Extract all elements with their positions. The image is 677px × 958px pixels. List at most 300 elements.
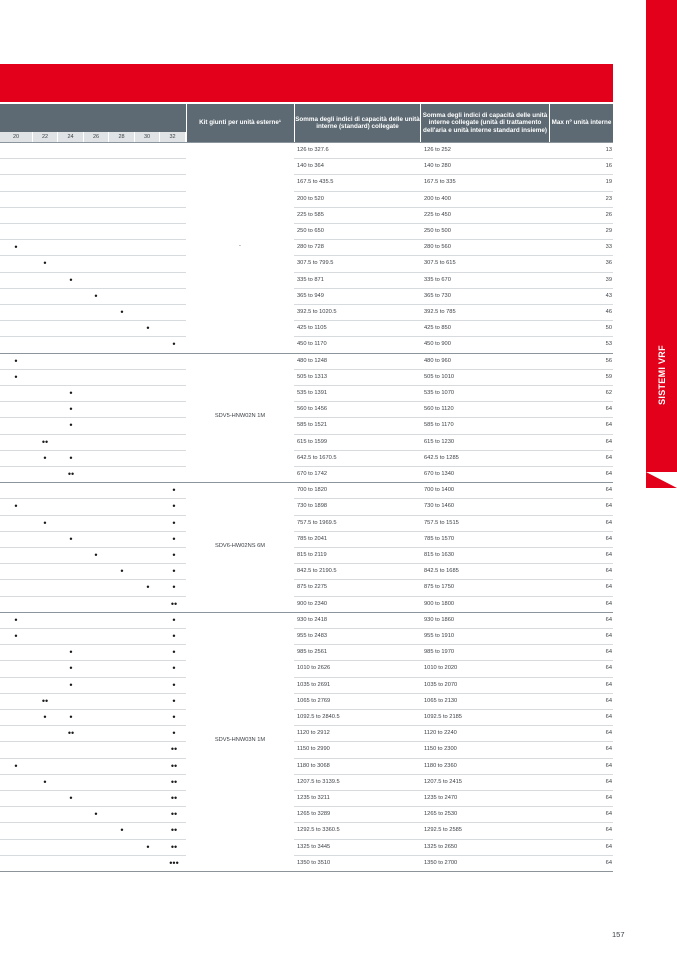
outdoor-unit-dot-24: • bbox=[69, 663, 73, 674]
sum-standard-cell: 480 to 1248 bbox=[297, 357, 328, 364]
row-divider bbox=[294, 239, 613, 240]
sum-mixed-cell: 642.5 to 1285 bbox=[424, 454, 459, 461]
row-divider bbox=[0, 741, 186, 742]
outdoor-unit-dot-22: • bbox=[43, 712, 47, 722]
outdoor-unit-dot-24: • bbox=[69, 274, 73, 285]
row-divider bbox=[0, 660, 186, 661]
sum-standard-cell: 1292.5 to 3360.5 bbox=[297, 827, 340, 834]
max-units-cell: 64 bbox=[605, 649, 612, 656]
row-divider bbox=[294, 498, 613, 499]
sum-standard-cell: 785 to 2041 bbox=[297, 535, 328, 542]
outdoor-unit-dot-24: • bbox=[69, 388, 73, 398]
outdoor-unit-dot-26: • bbox=[94, 550, 98, 560]
table-row bbox=[0, 790, 613, 806]
outdoor-unit-dot-22: • bbox=[43, 517, 47, 528]
sum-mixed-cell: 307.5 to 615 bbox=[424, 260, 456, 267]
sum-standard-cell: 1180 to 3068 bbox=[297, 762, 330, 769]
max-units-cell: 64 bbox=[605, 665, 612, 672]
outdoor-unit-dot-24: • bbox=[69, 404, 73, 415]
row-divider bbox=[0, 790, 186, 791]
sum-standard-cell: 250 to 650 bbox=[297, 228, 324, 234]
max-units-cell: 64 bbox=[605, 535, 612, 542]
row-divider bbox=[294, 174, 613, 175]
max-units-cell: 64 bbox=[605, 422, 612, 429]
max-units-cell: 64 bbox=[605, 843, 612, 850]
sum-mixed-cell: 1350 to 2700 bbox=[424, 859, 458, 866]
table-row bbox=[0, 693, 613, 709]
max-units-cell: 36 bbox=[605, 260, 612, 267]
outdoor-unit-dot-32: • bbox=[172, 533, 176, 544]
row-divider bbox=[0, 758, 186, 759]
max-units-cell: 64 bbox=[605, 795, 612, 801]
sum-standard-cell: 225 to 585 bbox=[297, 211, 324, 218]
sum-mixed-cell: 1092.5 to 2185 bbox=[424, 714, 462, 720]
max-units-cell: 64 bbox=[605, 681, 612, 688]
max-units-cell: 64 bbox=[605, 584, 612, 591]
sum-mixed-cell: 875 to 1750 bbox=[424, 584, 455, 591]
row-divider bbox=[0, 725, 186, 726]
row-divider bbox=[294, 693, 613, 694]
sum-standard-cell: 700 to 1820 bbox=[297, 487, 328, 494]
outdoor-unit-dot-26: • bbox=[94, 809, 98, 820]
row-divider bbox=[294, 839, 613, 840]
table-row bbox=[0, 369, 613, 385]
row-divider bbox=[294, 417, 613, 418]
sum-standard-cell: 730 to 1898 bbox=[297, 503, 328, 510]
max-units-cell: 64 bbox=[605, 697, 612, 704]
row-divider bbox=[294, 450, 613, 451]
sum-mixed-cell: 140 to 280 bbox=[424, 163, 451, 170]
table-row bbox=[0, 660, 613, 676]
table-row bbox=[0, 628, 613, 644]
outdoor-unit-dot-24: • bbox=[69, 712, 73, 722]
sum-mixed-cell: 505 to 1010 bbox=[424, 373, 455, 380]
row-divider bbox=[294, 207, 613, 208]
table-row bbox=[0, 677, 613, 693]
sum-mixed-cell: 425 to 850 bbox=[424, 325, 451, 332]
max-units-cell: 64 bbox=[605, 552, 612, 558]
row-divider bbox=[294, 515, 613, 516]
sum-mixed-cell: 955 to 1910 bbox=[424, 633, 455, 639]
table-row bbox=[0, 288, 613, 304]
table-row bbox=[0, 563, 613, 579]
sum-standard-cell: 450 to 1170 bbox=[297, 341, 327, 348]
outdoor-unit-dot-20: • bbox=[14, 501, 18, 512]
row-divider bbox=[0, 336, 186, 337]
sum-mixed-cell: 335 to 670 bbox=[424, 276, 451, 283]
sum-mixed-cell: 126 to 252 bbox=[424, 147, 451, 153]
sum-mixed-cell: 1065 to 2130 bbox=[424, 697, 458, 704]
header-kit: Kit giunti per unità esterne¹ bbox=[199, 119, 281, 127]
row-divider bbox=[294, 806, 613, 807]
outdoor-unit-dot-26: • bbox=[94, 290, 98, 301]
row-divider bbox=[294, 660, 613, 661]
table-row bbox=[0, 272, 613, 288]
outdoor-unit-dot-24: •• bbox=[67, 469, 75, 479]
row-divider bbox=[294, 628, 613, 629]
row-divider bbox=[0, 369, 186, 370]
table-row bbox=[0, 709, 613, 725]
sum-standard-cell: 985 to 2561 bbox=[297, 649, 328, 656]
outdoor-unit-dot-32: •• bbox=[170, 598, 178, 609]
outdoor-unit-dot-22: • bbox=[43, 258, 47, 269]
row-divider bbox=[0, 563, 186, 564]
sum-standard-cell: 535 to 1391 bbox=[297, 390, 328, 396]
hp-column-header-row bbox=[0, 132, 186, 142]
sum-mixed-cell: 1180 to 2360 bbox=[424, 762, 457, 769]
row-divider bbox=[294, 401, 613, 402]
row-divider bbox=[0, 466, 186, 467]
table-row bbox=[0, 158, 613, 174]
outdoor-unit-dot-30: • bbox=[146, 582, 150, 593]
sum-standard-cell: 930 to 2418 bbox=[297, 616, 328, 623]
outdoor-unit-dot-32: • bbox=[172, 501, 176, 512]
sum-standard-cell: 815 to 2119 bbox=[297, 552, 327, 558]
table-row bbox=[0, 741, 613, 757]
table-row bbox=[0, 320, 613, 336]
joint-kit-label: SDV5-HNW03N 1M bbox=[214, 737, 266, 744]
row-divider bbox=[0, 579, 186, 580]
row-divider bbox=[294, 272, 613, 273]
table-row bbox=[0, 142, 613, 158]
table-row bbox=[0, 725, 613, 744]
max-units-cell: 64 bbox=[605, 616, 612, 623]
outdoor-unit-dot-20: • bbox=[14, 631, 18, 641]
row-divider bbox=[294, 434, 613, 435]
outdoor-unit-dot-32: • bbox=[172, 517, 176, 528]
table-row bbox=[0, 401, 613, 420]
outdoor-unit-dot-32: • bbox=[172, 647, 176, 658]
outdoor-unit-dot-32: • bbox=[172, 614, 176, 625]
sum-standard-cell: 1010 to 2626 bbox=[297, 665, 331, 672]
max-units-cell: 46 bbox=[605, 309, 612, 315]
table-row bbox=[0, 466, 613, 482]
table-row bbox=[0, 255, 613, 271]
max-units-cell: 43 bbox=[605, 292, 612, 299]
row-divider bbox=[294, 255, 613, 256]
table-row bbox=[0, 596, 613, 612]
sum-standard-cell: 1350 to 3510 bbox=[297, 859, 331, 866]
table-row bbox=[0, 207, 613, 223]
max-units-cell: 64 bbox=[605, 503, 612, 510]
outdoor-unit-dot-22: •• bbox=[41, 436, 49, 447]
sum-mixed-cell: 1035 to 2070 bbox=[424, 681, 458, 688]
row-divider bbox=[0, 434, 186, 435]
hp-col-28: 28 bbox=[109, 132, 135, 142]
row-divider bbox=[0, 806, 186, 807]
max-units-cell: 19 bbox=[605, 179, 612, 186]
max-units-cell: 64 bbox=[605, 859, 612, 866]
outdoor-unit-dot-24: • bbox=[69, 679, 73, 690]
max-units-cell: 64 bbox=[605, 519, 612, 526]
table-row bbox=[0, 822, 613, 838]
sum-standard-cell: 280 to 728 bbox=[297, 244, 324, 251]
sum-standard-cell: 900 to 2340 bbox=[297, 600, 328, 607]
row-divider bbox=[294, 304, 613, 305]
table-row bbox=[0, 774, 613, 790]
row-divider bbox=[294, 774, 613, 775]
sum-mixed-cell: 842.5 to 1685 bbox=[424, 568, 459, 575]
max-units-cell: 64 bbox=[605, 633, 612, 639]
sum-standard-cell: 1035 to 2691 bbox=[297, 681, 331, 688]
sum-mixed-cell: 1010 to 2020 bbox=[424, 665, 458, 672]
row-divider bbox=[0, 515, 186, 516]
row-divider bbox=[0, 498, 186, 499]
row-divider bbox=[294, 563, 613, 564]
table-row bbox=[0, 223, 613, 239]
table-row bbox=[0, 174, 613, 190]
outdoor-unit-dot-32: • bbox=[172, 566, 176, 577]
outdoor-unit-dot-30: • bbox=[146, 841, 150, 852]
max-units-cell: 62 bbox=[605, 390, 612, 396]
outdoor-unit-dot-22: • bbox=[43, 452, 47, 463]
row-divider bbox=[294, 336, 613, 337]
row-divider bbox=[294, 596, 613, 597]
row-divider bbox=[294, 547, 613, 548]
max-units-cell: 23 bbox=[605, 195, 612, 202]
sum-mixed-cell: 280 to 560 bbox=[424, 244, 451, 251]
group-divider bbox=[0, 142, 613, 143]
outdoor-unit-dot-32: • bbox=[172, 663, 176, 674]
table-row bbox=[0, 531, 613, 547]
row-divider bbox=[0, 255, 186, 256]
outdoor-unit-dot-32: • bbox=[172, 728, 176, 739]
outdoor-unit-dot-24: •• bbox=[67, 728, 75, 739]
side-tab-label: SISTEMI VRF bbox=[657, 345, 667, 405]
sum-mixed-cell: 700 to 1400 bbox=[424, 487, 455, 494]
row-divider bbox=[0, 531, 186, 532]
table-row bbox=[0, 417, 613, 433]
outdoor-unit-dot-28: • bbox=[120, 825, 124, 836]
max-units-cell: 50 bbox=[605, 325, 612, 332]
row-divider bbox=[0, 401, 186, 402]
row-divider bbox=[0, 547, 186, 548]
max-units-cell: 64 bbox=[605, 568, 612, 575]
outdoor-unit-dot-32: • bbox=[172, 695, 176, 706]
sum-standard-cell: 1235 to 3211 bbox=[297, 795, 330, 801]
outdoor-unit-dot-32: •• bbox=[170, 841, 178, 852]
page-number: 157 bbox=[612, 930, 625, 939]
row-divider bbox=[294, 191, 613, 192]
sum-mixed-cell: 985 to 1970 bbox=[424, 649, 455, 656]
outdoor-unit-dot-32: • bbox=[172, 485, 176, 496]
row-divider bbox=[294, 369, 613, 370]
outdoor-unit-dot-20: • bbox=[14, 760, 18, 771]
row-divider bbox=[0, 628, 186, 629]
sum-standard-cell: 335 to 871 bbox=[297, 276, 324, 283]
sum-mixed-cell: 1235 to 2470 bbox=[424, 795, 458, 801]
header-max-units: Max nº unità interne bbox=[551, 119, 612, 127]
outdoor-unit-dot-32: •• bbox=[170, 776, 178, 787]
row-divider bbox=[0, 417, 186, 418]
sum-mixed-cell: 365 to 730 bbox=[424, 292, 451, 299]
header-sum-standard: Somma degli indici di capacità delle unità interne (standard) collegate bbox=[295, 115, 420, 130]
red-title-band bbox=[0, 64, 613, 102]
row-divider bbox=[0, 239, 186, 240]
sum-mixed-cell: 1120 to 2240 bbox=[424, 730, 457, 737]
group-divider bbox=[0, 482, 613, 483]
joint-kit-label: SDV5-HNW02N 1M bbox=[214, 413, 266, 420]
row-divider bbox=[0, 191, 186, 192]
sum-mixed-cell: 1207.5 to 2415 bbox=[424, 778, 462, 785]
sum-mixed-cell: 200 to 400 bbox=[424, 195, 451, 202]
row-divider bbox=[294, 466, 613, 467]
outdoor-unit-dot-24: • bbox=[69, 533, 73, 544]
max-units-cell: 26 bbox=[605, 211, 612, 218]
row-divider bbox=[294, 385, 613, 386]
outdoor-unit-dot-20: • bbox=[14, 371, 18, 382]
row-divider bbox=[294, 158, 613, 159]
max-units-cell: 64 bbox=[605, 438, 612, 445]
table-row bbox=[0, 191, 613, 207]
sum-standard-cell: 875 to 2275 bbox=[297, 584, 328, 591]
sum-mixed-cell: 250 to 500 bbox=[424, 228, 451, 234]
sum-standard-cell: 1265 to 3289 bbox=[297, 811, 331, 818]
sum-standard-cell: 392.5 to 1020.5 bbox=[297, 309, 337, 315]
outdoor-unit-dot-32: • bbox=[172, 712, 176, 722]
row-divider bbox=[294, 709, 613, 710]
sum-standard-cell: 307.5 to 799.5 bbox=[297, 260, 334, 267]
row-divider bbox=[0, 450, 186, 451]
outdoor-unit-dot-32: • bbox=[172, 550, 176, 560]
sum-mixed-cell: 615 to 1230 bbox=[424, 438, 455, 445]
table-row bbox=[0, 806, 613, 822]
group-divider bbox=[0, 353, 613, 354]
table-row bbox=[0, 304, 613, 320]
outdoor-unit-dot-24: • bbox=[69, 793, 73, 803]
side-tab-label-wrap bbox=[648, 330, 676, 420]
sum-standard-cell: 842.5 to 2190.5 bbox=[297, 568, 337, 575]
table-row bbox=[0, 515, 613, 531]
outdoor-unit-dot-32: •• bbox=[170, 809, 178, 820]
table-bottom-line bbox=[0, 871, 613, 872]
sum-standard-cell: 365 to 949 bbox=[297, 292, 324, 299]
joint-kit-label: SDV6-HW02NS 6M bbox=[215, 543, 265, 549]
outdoor-unit-dot-32: • bbox=[172, 631, 176, 641]
row-divider bbox=[0, 288, 186, 289]
row-divider bbox=[0, 223, 186, 224]
outdoor-unit-dot-20: • bbox=[14, 242, 18, 253]
joint-kit-label: - bbox=[239, 243, 241, 250]
outdoor-unit-dot-32: •• bbox=[170, 793, 178, 803]
header-sum-mixed: Somma degli indici di capacità delle unità interne collegate (unità di trattamento dell'aria e unità interne standard insieme) bbox=[422, 112, 548, 134]
row-divider bbox=[0, 693, 186, 694]
group-divider bbox=[0, 612, 613, 613]
row-divider bbox=[0, 385, 186, 386]
outdoor-unit-dot-32: •• bbox=[170, 825, 178, 836]
row-divider bbox=[294, 644, 613, 645]
sum-standard-cell: 200 to 520 bbox=[297, 195, 324, 202]
row-divider bbox=[0, 822, 186, 823]
sum-standard-cell: 585 to 1521 bbox=[297, 422, 328, 429]
sum-mixed-cell: 815 to 1630 bbox=[424, 552, 455, 558]
table-row bbox=[0, 839, 613, 855]
sum-mixed-cell: 167.5 to 335 bbox=[424, 179, 456, 186]
sum-standard-cell: 642.5 to 1670.5 bbox=[297, 454, 337, 461]
row-divider bbox=[0, 709, 186, 710]
row-divider bbox=[0, 677, 186, 678]
sum-standard-cell: 167.5 to 435.5 bbox=[297, 179, 334, 186]
row-divider bbox=[0, 158, 186, 159]
max-units-cell: 64 bbox=[605, 762, 612, 769]
row-divider bbox=[0, 839, 186, 840]
row-divider bbox=[0, 644, 186, 645]
sum-standard-cell: 757.5 to 1969.5 bbox=[297, 519, 337, 526]
max-units-cell: 13 bbox=[605, 147, 612, 153]
sum-standard-cell: 126 to 327.6 bbox=[297, 147, 329, 153]
sum-mixed-cell: 480 to 960 bbox=[424, 357, 451, 364]
sum-standard-cell: 955 to 2483 bbox=[297, 633, 328, 639]
sum-mixed-cell: 560 to 1120 bbox=[424, 406, 454, 413]
hp-col-24: 24 bbox=[58, 132, 84, 142]
max-units-cell: 56 bbox=[605, 357, 612, 364]
table-row bbox=[0, 353, 613, 369]
sum-standard-cell: 1120 to 2912 bbox=[297, 730, 330, 737]
row-divider bbox=[294, 725, 613, 726]
outdoor-unit-dot-32: •• bbox=[170, 744, 178, 755]
table-row bbox=[0, 855, 613, 871]
row-divider bbox=[294, 223, 613, 224]
row-divider bbox=[294, 822, 613, 823]
max-units-cell: 64 bbox=[605, 714, 612, 720]
max-units-cell: 64 bbox=[605, 600, 612, 607]
sum-standard-cell: 670 to 1742 bbox=[297, 471, 328, 477]
table-row bbox=[0, 482, 613, 498]
max-units-cell: 29 bbox=[605, 228, 612, 234]
sum-mixed-cell: 1150 to 2300 bbox=[424, 746, 457, 753]
table-row bbox=[0, 498, 613, 514]
table-row bbox=[0, 758, 613, 774]
max-units-cell: 33 bbox=[605, 244, 612, 251]
max-units-cell: 16 bbox=[605, 163, 612, 170]
hp-col-30: 30 bbox=[135, 132, 160, 142]
sum-mixed-cell: 1325 to 2650 bbox=[424, 843, 458, 850]
row-divider bbox=[294, 855, 613, 856]
table-row bbox=[0, 450, 613, 466]
sum-mixed-cell: 225 to 450 bbox=[424, 211, 451, 218]
sum-mixed-cell: 535 to 1070 bbox=[424, 390, 455, 396]
table-row bbox=[0, 434, 613, 450]
row-divider bbox=[294, 288, 613, 289]
max-units-cell: 64 bbox=[605, 778, 612, 785]
sum-mixed-cell: 1292.5 to 2585 bbox=[424, 827, 462, 834]
sum-standard-cell: 1092.5 to 2840.5 bbox=[297, 714, 340, 720]
row-divider bbox=[294, 758, 613, 759]
max-units-cell: 64 bbox=[605, 487, 612, 494]
max-units-cell: 59 bbox=[605, 373, 612, 380]
sum-mixed-cell: 450 to 900 bbox=[424, 341, 451, 348]
max-units-cell: 64 bbox=[605, 746, 612, 753]
table-row bbox=[0, 385, 613, 401]
table-row bbox=[0, 579, 613, 595]
sum-mixed-cell: 757.5 to 1515 bbox=[424, 519, 459, 526]
sum-mixed-cell: 730 to 1460 bbox=[424, 503, 455, 510]
sum-mixed-cell: 900 to 1800 bbox=[424, 600, 455, 607]
outdoor-unit-dot-22: • bbox=[43, 776, 47, 787]
row-divider bbox=[294, 790, 613, 791]
max-units-cell: 64 bbox=[605, 454, 612, 461]
row-divider bbox=[294, 579, 613, 580]
outdoor-unit-dot-20: • bbox=[14, 355, 18, 366]
sum-mixed-cell: 392.5 to 785 bbox=[424, 309, 456, 315]
outdoor-unit-dot-22: •• bbox=[41, 695, 49, 706]
table-row bbox=[0, 547, 613, 563]
outdoor-unit-dot-28: • bbox=[120, 566, 124, 577]
sum-standard-cell: 1065 to 2769 bbox=[297, 697, 331, 704]
outdoor-unit-dot-24: • bbox=[69, 647, 73, 658]
row-divider bbox=[0, 207, 186, 208]
row-divider bbox=[0, 774, 186, 775]
